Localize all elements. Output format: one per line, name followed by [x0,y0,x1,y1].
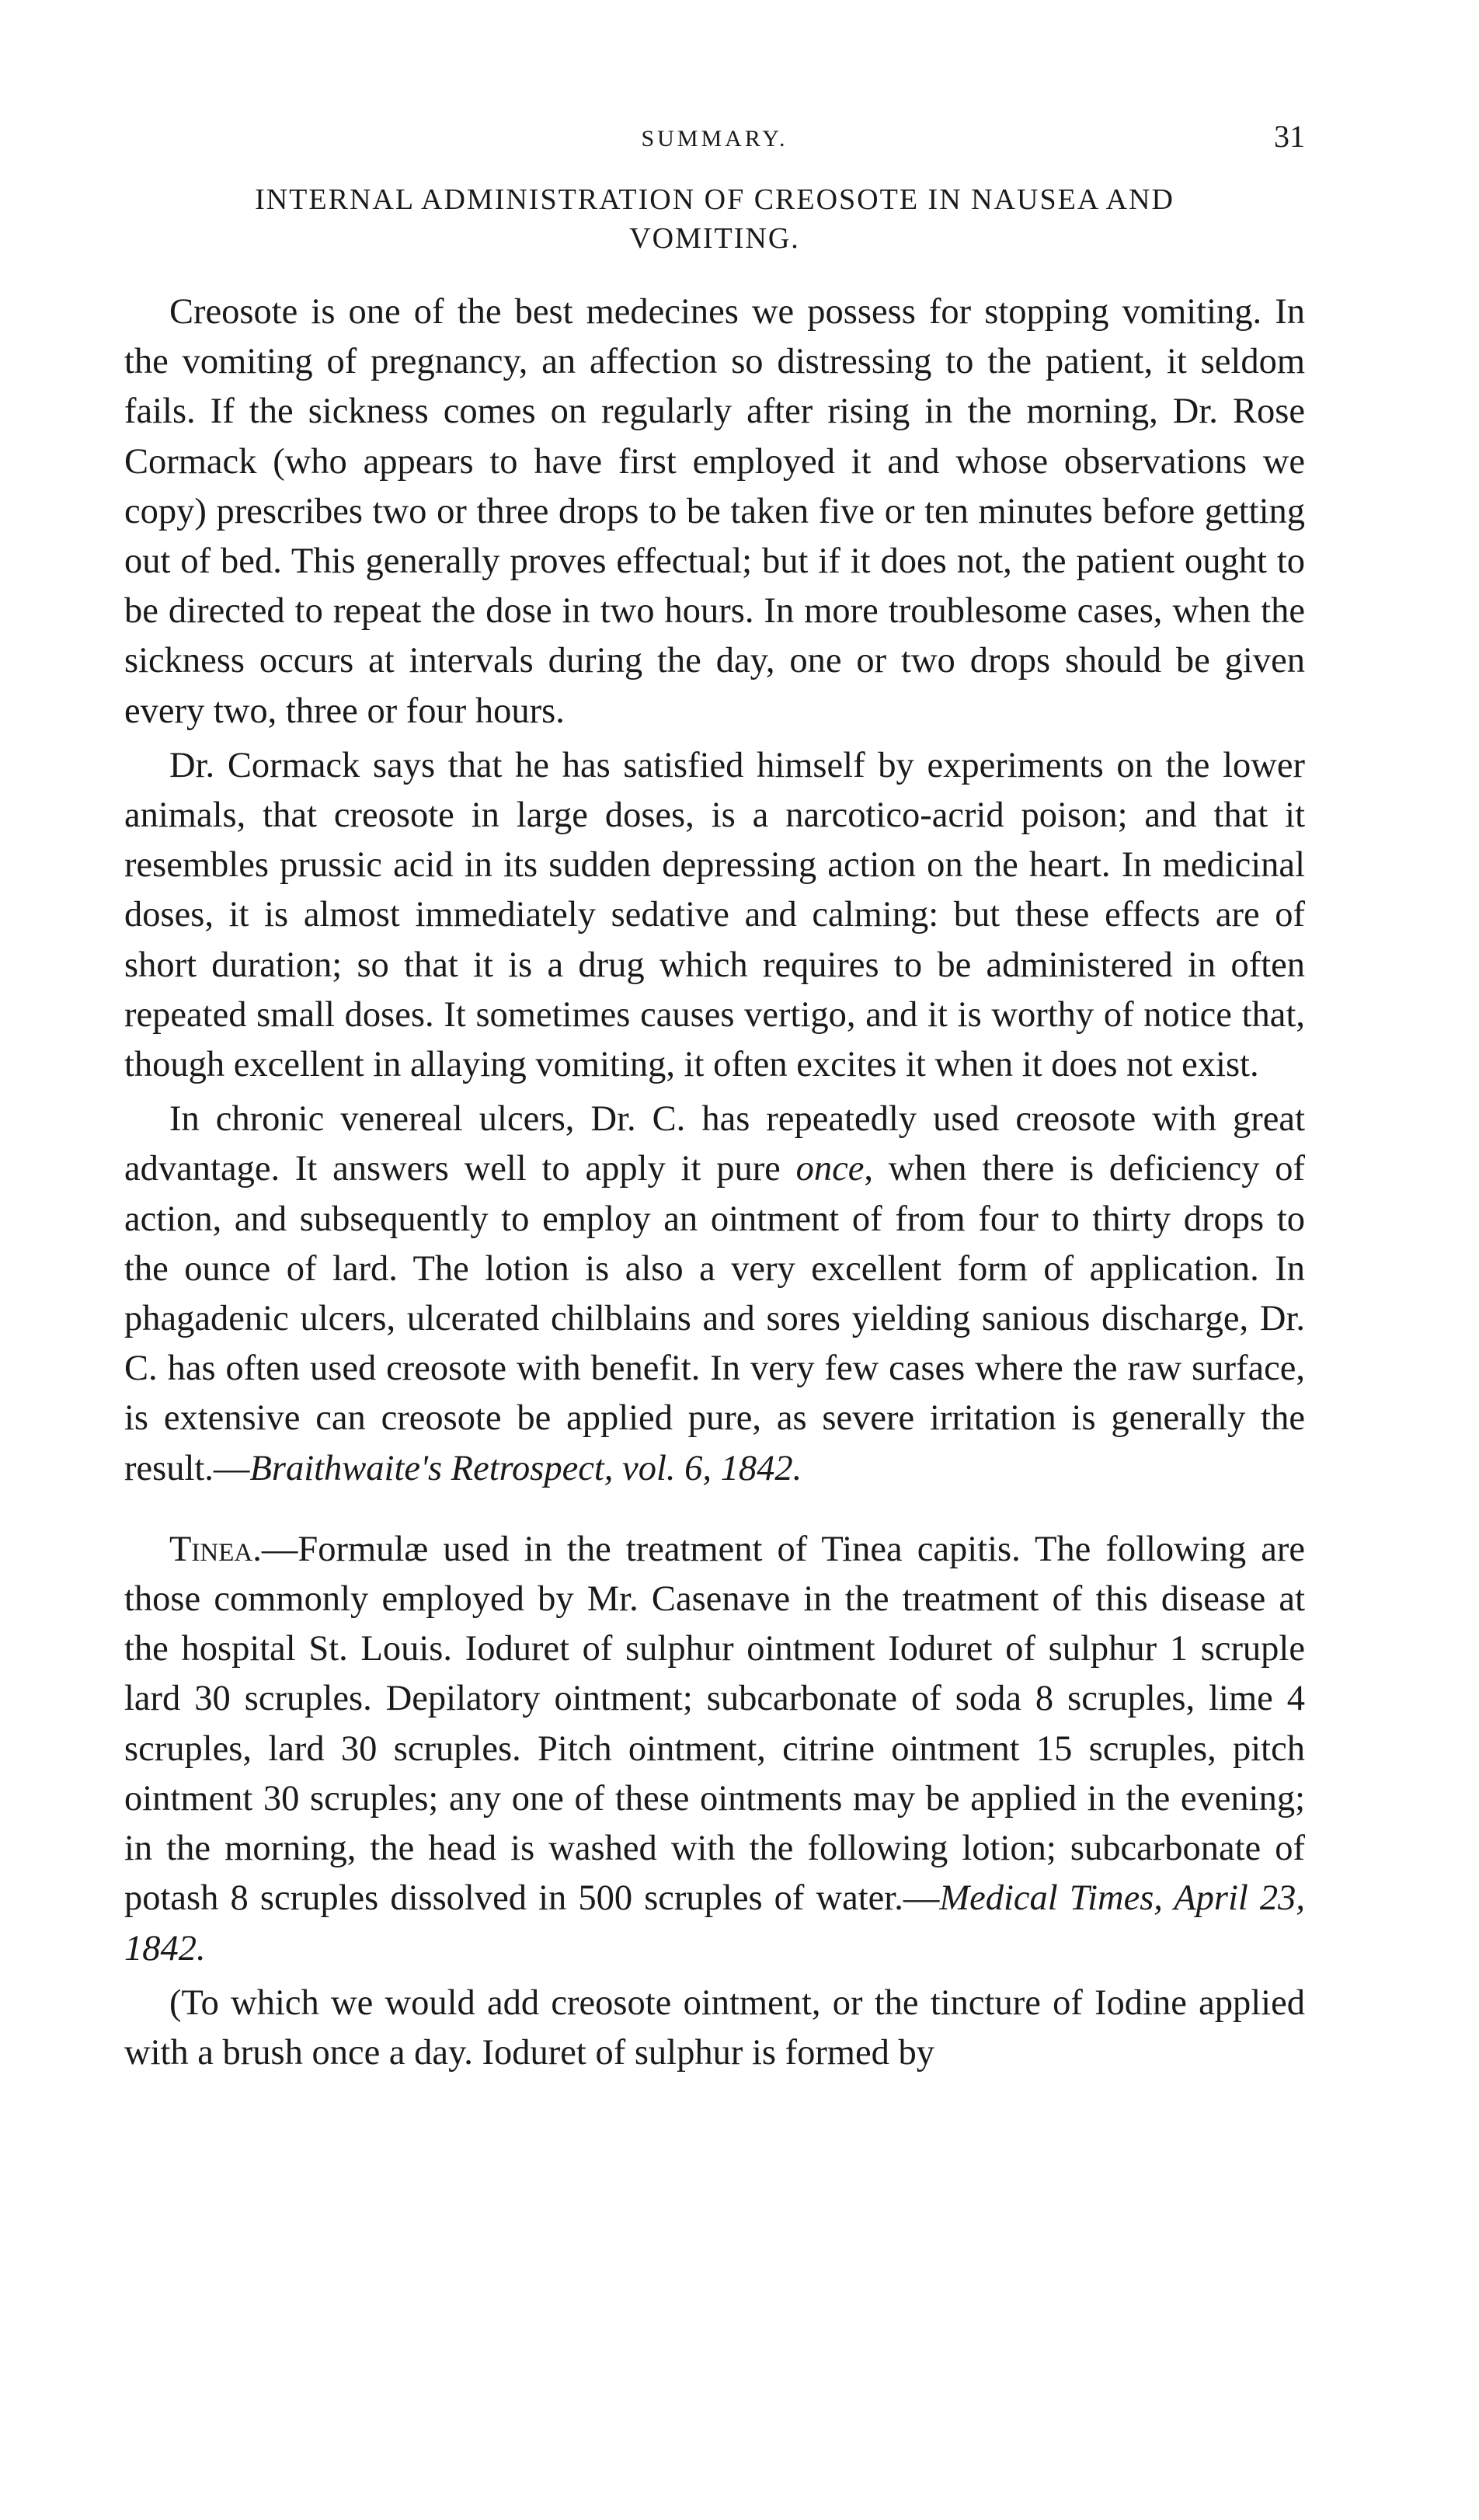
book-page [124,117,1305,2078]
paragraph-venereal-ulcers [124,1095,1305,1494]
paragraph-creosote-vomiting: Creosote is one of the best medecines we possess for stopping vomiting. In the vomiting of pregnancy, an affection so distressing to the patient, it seldom fails. If the sickness comes on regularly after rising in the morning, Dr. Rose Cormack (who appears to have first employed it and whose observations we copy) prescribes two or three drops to be taken five or ten minutes before getting out of bed. This generally proves effectual; but if it does not, the patient ought to be directed to repeat the dose in two hours. In more troublesome cases, when the sickness occurs at intervals during the day, one or two drops should be given every two, three or four hours. [124,292,1305,731]
running-head [124,117,1305,155]
paragraph-editor-note: (To which we would add creosote ointment, or the tincture of Iodine applied with a brush once a day. Ioduret of sulphur is formed by [124,1982,1305,2073]
page-number: 31 [1274,119,1305,154]
paragraph-tinea-text: —Formulæ used in the treatment of Tinea capitis. The following are those commonly employed by Mr. Casenave in the treatment of this disease at the hospital St. Louis. Ioduret of sulphur ointment Ioduret of sulphur 1 scruple lard 30 scruples. Depilatory ointment; subcarbonate of soda 8 scruples, lime 4 scruples, lard 30 scruples. Pitch ointment, citrine ointment 15 scruples, pitch ointment 30 scruples; any one of these ointments may be applied in the evening; in the morning, the head is washed with the following lotion; subcarbonate of potash 8 scruples dissolved in 500 scruples of water.— [124,1529,1305,1919]
tinea-lead-word: Tinea. [169,1529,262,1569]
section-heading [124,180,1305,258]
section-heading-line-2: VOMITING. [629,222,800,255]
running-head-title: SUMMARY. [641,126,788,151]
paragraph-venereal-ulcers-text-1: In chronic venereal ulcers, Dr. C. has repeatedly used creosote with great advantage. It answers well to apply it pure [124,1099,1305,1189]
paragraph-tinea [124,1525,1305,1974]
citation-medical-times: Medical Times, April 23, 1842. [124,1878,1305,1968]
citation-braithwaite: Braithwaite's Retrospect, vol. 6, 1842. [249,1448,802,1488]
paragraph-venereal-ulcers-text-2: , when there is deficiency of action, and subsequently to employ an ointment of from four to thirty drops to the ounce of lard. The lotion is also a very excellent form of application. In phagadenic ulcers, ulcerated chilblains and sores yielding sanious discharge, Dr. C. has often used creosote with benefit. In very few cases where the raw surface, is extensive can creosote be applied pure, as severe irritation is generally the result.— [124,1149,1305,1488]
section-heading-line-1: INTERNAL ADMINISTRATION OF CREOSOTE IN NAUSEA AND [255,183,1174,216]
emphasis-once: once [795,1149,865,1189]
paragraph-cormack-experiments: Dr. Cormack says that he has satisfied himself by experiments on the lower animals, that creosote in large doses, is a narcotico-acrid poison; and that it resembles prussic acid in its sudden depressing action on the heart. In medicinal doses, it is almost immediately sedative and calming: but these effects are of short duration; so that it is a drug which requires to be administered in often repeated small doses. It sometimes causes vertigo, and it is worthy of notice that, though excellent in allaying vomiting, it often excites it when it does not exist. [124,745,1305,1085]
